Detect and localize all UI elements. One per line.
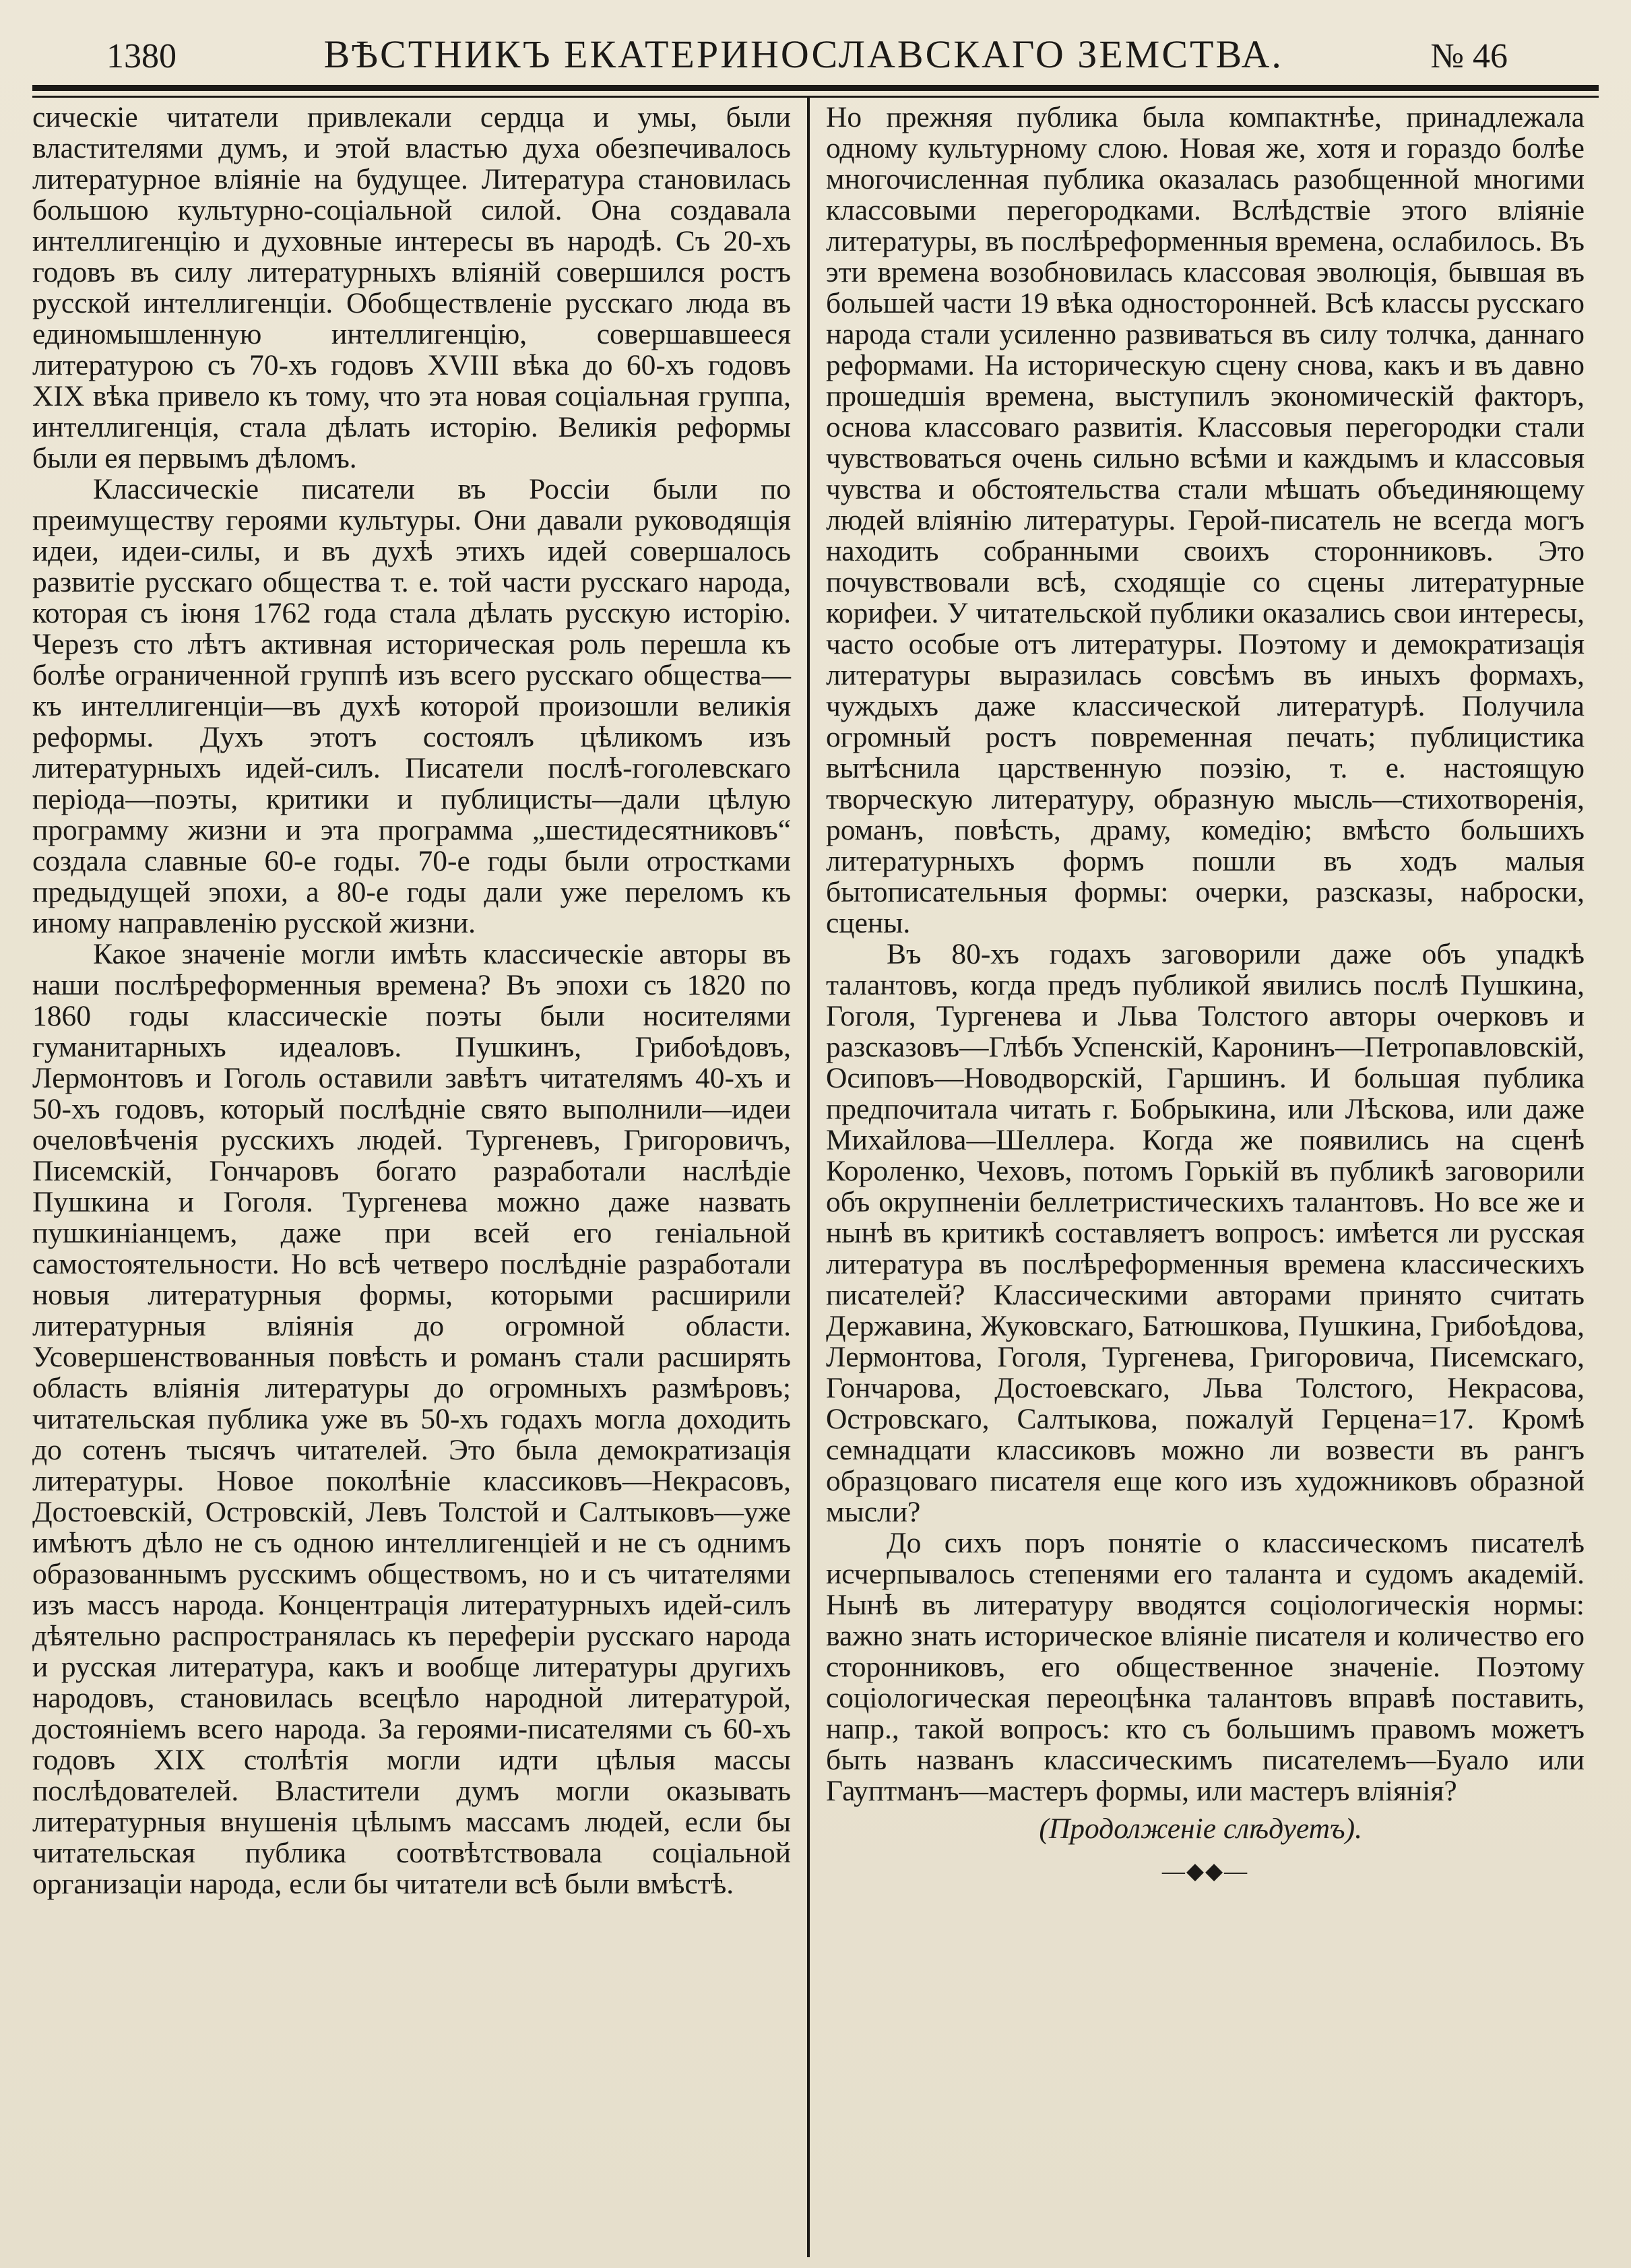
right-column bbox=[817, 98, 1585, 2257]
end-ornament: —◆◆— bbox=[1161, 1859, 1249, 1884]
left-column bbox=[32, 98, 800, 2257]
right-paragraph-2: Въ 80-хъ годахъ заговорили даже объ упадкѣ талантовъ, когда предъ публикой явились послѣ Пушкина, Гоголя, Тургенева и Льва Толстого авторы очерковъ и разсказовъ—Глѣбъ Успенскiй, Каронинъ—Петропавловскiй, Осиповъ—Новодворскiй, Гаршинъ. И большая публика предпочитала читать г. Бобрыкина, или Лѣскова, или даже Михайлова—Шеллера. Когда же появились на сценѣ Короленко, Чеховъ, потомъ Горькiй въ публикѣ заговорили объ окрупненiи беллетристическихъ талантовъ. Но все же и нынѣ въ критикѣ составляетъ вопросъ: имѣется ли русская литература въ послѣреформенныя времена классическихъ писателей? Классическими авторами принято считать Державина, Жуковскаго, Батюшкова, Пушкина, Грибоѣдова, Лермонтова, Гоголя, Тургенева, Григоровича, Писемскаго, Гончарова, Достоевскаго, Льва Толстого, Некрасова, Островскаго, Салтыкова, пожалуй Герцена=17. Кромѣ семнадцати классиковъ можно ли возвести въ рангъ образцоваго писателя еще кого изъ художниковъ образной мысли? bbox=[826, 938, 1585, 1528]
right-paragraph-3: До сихъ поръ понятiе о классическомъ писателѣ исчерпывалось степенями его таланта и судомъ академiй. Нынѣ въ литературу вводятся соцiологическiя нормы: важно знать историческое влiянiе писателя и количество его сторонниковъ, его общественное значенiе. Поэтому соцiологическая переоцѣнка талантовъ вправѣ поставить, напр., такой вопросъ: кто съ большимъ правомъ можетъ быть названъ классическимъ писателемъ—Буало или Гауптманъ—мастеръ формы, или мастеръ влiянiя? bbox=[826, 1527, 1585, 1807]
continued-note: (Продолженiе слѣдуетъ). bbox=[1039, 1813, 1362, 1845]
column-divider bbox=[807, 98, 810, 2257]
left-paragraph-2: Классическiе писатели въ Россiи были по преимуществу героями культуры. Они давали руководящiя идеи, идеи-силы, и въ духѣ этихъ идей совершалось развитiе русскаго общества т. е. той части русскаго народа, которая съ iюня 1762 года стала дѣлать русскую исторiю. Черезъ сто лѣтъ активная историческая роль перешла къ болѣе ограниченной группѣ изъ всего русскаго общества—къ интеллигенцiи—въ духѣ которой произошли великiя реформы. Духъ этотъ состоялъ цѣликомъ изъ литературныхъ идей-силъ. Писатели послѣ-гоголевскаго перiода—поэты, критики и публицисты—дали цѣлую программу жизни и эта программа „шестидесятниковъ“ создала славные 60-е годы. 70-е годы были отростками предыдущей эпохи, а 80-е годы дали уже переломъ къ иному направленiю русской жизни. bbox=[32, 473, 791, 939]
header-rule-thick bbox=[32, 85, 1599, 91]
right-paragraph-1: Но прежняя публика была компактнѣе, принадлежала одному культурному слою. Новая же, хотя и гораздо болѣе многочисленная публика оказалась разобщенной многими классовыми перегородками. Вслѣдствiе этого влiянiе литературы, въ послѣреформенныя времена, ослабилось. Въ эти времена возобновилась классовая эволюцiя, бывшая въ большей части 19 вѣка односторонней. Всѣ классы русскаго народа стали усиленно развиваться въ силу толчка, даннаго реформами. На историческую сцену снова, какъ и въ давно прошедшiя времена, выступилъ экономическiй факторъ, основа классоваго развитiя. Классовыя перегородки стали чувствоваться очень сильно всѣми и каждымъ и классовыя чувства и обстоятельства стали мѣшать объединяющему людей влiянiю литературы. Герой-писатель не всегда могъ находить собранными своихъ сторонниковъ. Это почувствовали всѣ, сходящiе со сцены литературные корифеи. У читательской публики оказались свои интересы, часто особые отъ литературы. Поэтому и демократизацiя литературы выразилась совсѣмъ въ иныхъ формахъ, чуждыхъ даже классической литературѣ. Получила огромный ростъ повременная печать; публицистика вытѣснила царственную поэзiю, т. е. настоящую творческую литературу, образную мысль—стихотворенiя, романъ, повѣсть, драму, комедiю; вмѣсто большихъ литературныхъ формъ пошли въ ходъ малыя бытописательныя формы: очерки, разсказы, наброски, сцены. bbox=[826, 101, 1585, 939]
issue-number: № 46 bbox=[1430, 37, 1508, 75]
left-paragraph-3: Какое значенiе могли имѣть классическiе авторы въ наши послѣреформенныя времена? Въ эпохи съ 1820 по 1860 годы классическiе поэты были носителями гуманитарныхъ идеаловъ. Пушкинъ, Грибоѣдовъ, Лермонтовъ и Гоголь оставили завѣтъ читателямъ 40-хъ и 50-хъ годовъ, который послѣднiе свято выполнили—идеи очеловѣченiя русскихъ людей. Тургеневъ, Григоровичъ, Писемскiй, Гончаровъ богато разработали наслѣдiе Пушкина и Гоголя. Тургенева можно даже назвать пушкинiанцемъ, даже при всей его генiальной самостоятельности. Но всѣ четверо послѣднiе разработали новыя литературныя формы, которыми расширили литературныя влiянiя до огромной области. Усовершенствованныя повѣсть и романъ стали расширять область влiянiя литературы до огромныхъ размѣровъ; читательская публика уже въ 50-хъ годахъ могла доходить до сотенъ тысячъ читателей. Это была демократизацiя литературы. Новое поколѣнiе классиковъ—Некрасовъ, Достоевскiй, Островскiй, Левъ Толстой и Салтыковъ—уже имѣютъ дѣло не съ одною интеллигенцiей и не съ однимъ образованнымъ русскимъ обществомъ, но и съ читателями изъ массъ народа. Концентрацiя литературныхъ идей-силъ дѣятельно распространялась къ переферiи русскаго народа и русская литература, какъ и вообще литературы другихъ народовъ, становилась всецѣло народной литературой, достоянiемъ всего народа. За героями-писателями съ 60-хъ годовъ XIX столѣтiя могли идти цѣлыя массы послѣдователей. Властители думъ могли оказывать литературныя внушенiя цѣлымъ массамъ людей, если бы читательская публика соотвѣтствовала соцiальной организацiи народа, если бы читатели всѣ были вмѣстѣ. bbox=[32, 938, 791, 1900]
page-number: 1380 bbox=[106, 37, 177, 75]
left-paragraph-1: сическiе читатели привлекали сердца и умы, были властителями думъ, и этой властью духа обезпечивалось литературное влiянiе на будущее. Литература становилась большою культурно-соцiальной силой. Она создавала интеллигенцiю и духовные интересы въ народѣ. Съ 20-хъ годовъ въ силу литературныхъ влiянiй совершился ростъ русской интеллигенцiи. Обобществленiе русскаго люда въ единомышленную интеллигенцiю, совершавшееся литературою съ 70-хъ годовъ XVIII вѣка до 60-хъ годовъ XIX вѣка привело къ тому, что эта новая соцiальная группа, интеллигенцiя, стала дѣлать исторiю. Великiя реформы были ея первымъ дѣломъ. bbox=[32, 101, 791, 474]
journal-title: ВѢСТНИКЪ ЕКАТЕРИНОСЛАВСКАГО ЗЕМСТВА. bbox=[323, 32, 1283, 76]
text-columns bbox=[32, 98, 1599, 2257]
page-header bbox=[32, 19, 1599, 81]
